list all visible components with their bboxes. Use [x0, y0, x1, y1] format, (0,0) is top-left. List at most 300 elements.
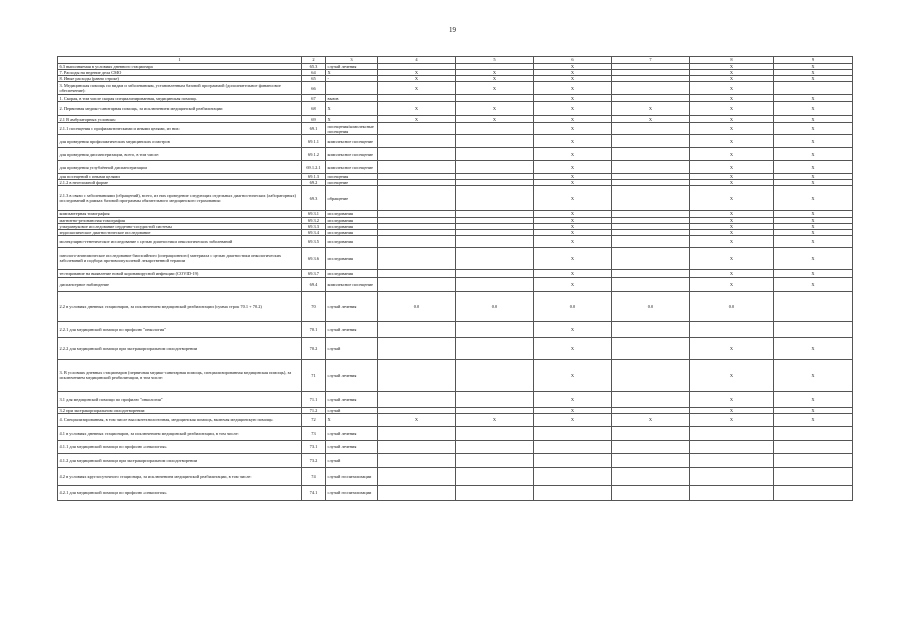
- row-unit-cell: случай: [326, 337, 378, 359]
- row-unit-cell: -: [326, 76, 378, 82]
- row-line-number-cell: 69.1.1: [302, 135, 326, 148]
- table-header-row: [58, 57, 853, 64]
- value-cell-col-9: X: [774, 277, 853, 291]
- value-cell-col-7: X: [690, 135, 774, 148]
- row-name-cell: 4.1 в условиях дневных стационаров, за исключением медицинской реабилитации, в том числе:: [58, 426, 302, 440]
- value-cell-col-6: [612, 235, 690, 247]
- value-cell-col-6: [612, 186, 690, 211]
- value-cell-col-5: X: [534, 186, 612, 211]
- value-cell-col-3: [378, 135, 456, 148]
- row-line-number-cell: 71: [302, 359, 326, 391]
- row-line-number-cell: 71.1: [302, 391, 326, 407]
- value-cell-col-5: X: [534, 174, 612, 180]
- value-cell-col-7: X: [690, 186, 774, 211]
- value-cell-col-7: X: [690, 247, 774, 269]
- column-number-header: 9: [774, 57, 853, 64]
- value-cell-col-3: [378, 359, 456, 391]
- value-cell-col-7: X: [690, 235, 774, 247]
- value-cell-col-7: [690, 485, 774, 500]
- value-cell-col-4: [456, 359, 534, 391]
- row-unit-cell: посещения/комплексные посещения: [326, 123, 378, 135]
- value-cell-col-3: X: [378, 413, 456, 426]
- value-cell-col-5: X: [534, 337, 612, 359]
- column-number-header: 6: [534, 57, 612, 64]
- row-name-cell: 4.1.1 для медицинской помощи по профилю «онкология»: [58, 440, 302, 453]
- row-unit-cell: исследования: [326, 229, 378, 235]
- row-name-cell: 7. Расходы на ведение дела СМО: [58, 70, 302, 76]
- row-name-cell: 8. Иные расходы (равно строке): [58, 76, 302, 82]
- value-cell-col-4: [456, 391, 534, 407]
- row-line-number-cell: 64: [302, 70, 326, 76]
- value-cell-col-6: X: [612, 102, 690, 116]
- value-cell-col-9: X: [774, 95, 853, 102]
- value-cell-col-5: X: [534, 161, 612, 174]
- row-line-number-cell: 69.3.1: [302, 211, 326, 217]
- row-name-cell: 2. Первичная медико-санитарная помощь, за исключением медицинской реабилитации: [58, 102, 302, 116]
- value-cell-col-9: X: [774, 217, 853, 223]
- value-cell-col-3: [378, 235, 456, 247]
- row-unit-cell: исследования: [326, 211, 378, 217]
- row-name-cell: магнитно-резонансная томография: [58, 217, 302, 223]
- row-name-cell: 4.2 в условиях круглосуточного стационара, за исключением медицинской реабилитации, в том числе:: [58, 467, 302, 485]
- row-unit-cell: X: [326, 116, 378, 123]
- table-row: [58, 123, 853, 135]
- value-cell-col-3: X: [378, 116, 456, 123]
- table-row: [58, 485, 853, 500]
- value-cell-col-4: [456, 95, 534, 102]
- row-line-number-cell: 73.2: [302, 453, 326, 467]
- value-cell-col-4: [456, 235, 534, 247]
- row-line-number-cell: 69.4: [302, 277, 326, 291]
- row-line-number-cell: 69.1.3: [302, 174, 326, 180]
- value-cell-col-3: [378, 186, 456, 211]
- value-cell-col-7: X: [690, 223, 774, 229]
- value-cell-col-6: [612, 135, 690, 148]
- row-line-number-cell: 69.3.7: [302, 269, 326, 277]
- value-cell-col-4: X: [456, 70, 534, 76]
- value-cell-col-3: X: [378, 102, 456, 116]
- value-cell-col-6: [612, 148, 690, 161]
- value-cell-col-5: X: [534, 116, 612, 123]
- value-cell-col-5: X: [534, 70, 612, 76]
- row-unit-cell: случай лечения: [326, 440, 378, 453]
- row-unit-cell: случай лечения: [326, 291, 378, 321]
- row-name-cell: эндоскопическое диагностическое исследование: [58, 229, 302, 235]
- row-unit-cell: исследования: [326, 217, 378, 223]
- value-cell-col-9: X: [774, 391, 853, 407]
- row-line-number-cell: 70.2: [302, 337, 326, 359]
- row-unit-cell: комплексное посещение: [326, 135, 378, 148]
- column-number-header: 7: [612, 57, 690, 64]
- value-cell-col-3: [378, 467, 456, 485]
- value-cell-col-5: X: [534, 321, 612, 337]
- row-line-number-cell: 69.3.4: [302, 229, 326, 235]
- value-cell-col-9: [774, 467, 853, 485]
- value-cell-col-4: X: [456, 413, 534, 426]
- row-name-cell: 3. Медицинская помощь по видам и заболеваниям, установленным базовой программой (дополнительное финансовое обеспечение):: [58, 82, 302, 95]
- value-cell-col-5: 0.0: [534, 291, 612, 321]
- row-name-cell: патолого-анатомическое исследование биопсийного (операционного) материала с целью диагностики онкологических заболеваний и подбора противоопухолевой лекарственной терапии: [58, 247, 302, 269]
- value-cell-col-9: X: [774, 70, 853, 76]
- row-unit-cell: случай госпитализации: [326, 485, 378, 500]
- row-unit-cell: комплексное посещение: [326, 148, 378, 161]
- value-cell-col-6: [612, 453, 690, 467]
- value-cell-col-5: X: [534, 223, 612, 229]
- value-cell-col-7: [690, 321, 774, 337]
- row-name-cell: тестирование на выявление новой коронавирусной инфекции (COVID-19): [58, 269, 302, 277]
- value-cell-col-9: X: [774, 235, 853, 247]
- value-cell-col-4: [456, 426, 534, 440]
- row-unit-cell: комплексное посещение: [326, 277, 378, 291]
- row-line-number-cell: 69.2: [302, 180, 326, 186]
- row-line-number-cell: 69.3: [302, 186, 326, 211]
- value-cell-col-5: X: [534, 407, 612, 413]
- table-row: [58, 291, 853, 321]
- value-cell-col-9: X: [774, 180, 853, 186]
- row-line-number-cell: 73: [302, 426, 326, 440]
- row-name-cell: 3.2 при экстракорпоральном оплодотворении:: [58, 407, 302, 413]
- table-row: [58, 148, 853, 161]
- value-cell-col-9: [774, 453, 853, 467]
- table-row: [58, 277, 853, 291]
- column-number-header: 4: [378, 57, 456, 64]
- value-cell-col-6: [612, 391, 690, 407]
- value-cell-col-5: X: [534, 217, 612, 223]
- table-row: [58, 337, 853, 359]
- row-line-number-cell: 67: [302, 95, 326, 102]
- value-cell-col-9: X: [774, 229, 853, 235]
- value-cell-col-9: X: [774, 223, 853, 229]
- value-cell-col-9: [774, 440, 853, 453]
- row-name-cell: 2.1.2 в неотложной форме: [58, 180, 302, 186]
- value-cell-col-9: X: [774, 413, 853, 426]
- value-cell-col-6: [612, 467, 690, 485]
- row-unit-cell: случай лечения: [326, 426, 378, 440]
- value-cell-col-7: [690, 453, 774, 467]
- value-cell-col-5: X: [534, 148, 612, 161]
- value-cell-col-4: X: [456, 76, 534, 82]
- table-row: [58, 247, 853, 269]
- value-cell-col-4: [456, 453, 534, 467]
- value-cell-col-3: [378, 277, 456, 291]
- row-unit-cell: случай лечения: [326, 391, 378, 407]
- row-line-number-cell: 68: [302, 102, 326, 116]
- value-cell-col-6: [612, 337, 690, 359]
- value-cell-col-5: X: [534, 413, 612, 426]
- value-cell-col-9: [774, 82, 853, 95]
- row-unit-cell: X: [326, 102, 378, 116]
- value-cell-col-7: X: [690, 211, 774, 217]
- table-row: [58, 116, 853, 123]
- value-cell-col-7: X: [690, 229, 774, 235]
- value-cell-col-7: X: [690, 407, 774, 413]
- row-name-cell: 2.2.1 для медицинской помощи по профилю "онкология": [58, 321, 302, 337]
- value-cell-col-4: [456, 440, 534, 453]
- value-cell-col-7: X: [690, 102, 774, 116]
- value-cell-col-4: [456, 485, 534, 500]
- value-cell-col-5: X: [534, 359, 612, 391]
- row-name-cell: для проведения профилактических медицинских осмотров: [58, 135, 302, 148]
- value-cell-col-5: X: [534, 123, 612, 135]
- value-cell-col-5: X: [534, 235, 612, 247]
- value-cell-col-3: [378, 426, 456, 440]
- row-line-number-cell: 69.3.2: [302, 217, 326, 223]
- value-cell-col-3: [378, 485, 456, 500]
- row-line-number-cell: 69.3.3: [302, 223, 326, 229]
- row-unit-cell: случай лечения: [326, 321, 378, 337]
- value-cell-col-9: X: [774, 359, 853, 391]
- row-unit-cell: случай лечения: [326, 64, 378, 70]
- value-cell-col-6: [612, 485, 690, 500]
- value-cell-col-9: X: [774, 148, 853, 161]
- table-row: [58, 235, 853, 247]
- value-cell-col-9: X: [774, 269, 853, 277]
- value-cell-col-7: X: [690, 116, 774, 123]
- value-cell-col-7: X: [690, 161, 774, 174]
- value-cell-col-6: [612, 269, 690, 277]
- value-cell-col-3: [378, 148, 456, 161]
- row-unit-cell: X: [326, 70, 378, 76]
- table-row: [58, 467, 853, 485]
- page-number: 19: [449, 26, 456, 34]
- row-name-cell: 2.1 В амбулаторных условиях:: [58, 116, 302, 123]
- value-cell-col-7: [690, 440, 774, 453]
- value-cell-col-4: [456, 186, 534, 211]
- row-line-number-cell: 69: [302, 116, 326, 123]
- value-cell-col-4: [456, 148, 534, 161]
- value-cell-col-3: [378, 440, 456, 453]
- table-row: [58, 186, 853, 211]
- value-cell-col-6: [612, 426, 690, 440]
- value-cell-col-9: X: [774, 102, 853, 116]
- row-unit-cell: [326, 82, 378, 95]
- row-line-number-cell: 69.1.2.1: [302, 161, 326, 174]
- row-name-cell: 2.1.3 в связи с заболеваниями (обращений), всего, из них проведение следующих отдельных диагностических (лабораторных) исследований в рамках базовой программы обязательного медицинского страхования:: [58, 186, 302, 211]
- value-cell-col-3: [378, 123, 456, 135]
- row-line-number-cell: 73.1: [302, 440, 326, 453]
- row-name-cell: 4. Специализированная, в том числе высокотехнологичная, медицинская помощь, включая медицинскую помощь:: [58, 413, 302, 426]
- row-line-number-cell: 66: [302, 82, 326, 95]
- value-cell-col-9: [774, 485, 853, 500]
- value-cell-col-9: [774, 321, 853, 337]
- value-cell-col-5: X: [534, 277, 612, 291]
- value-cell-col-6: [612, 95, 690, 102]
- value-cell-col-7: 0.0: [690, 291, 774, 321]
- value-cell-col-6: [612, 161, 690, 174]
- value-cell-col-9: X: [774, 123, 853, 135]
- value-cell-col-9: X: [774, 337, 853, 359]
- value-cell-col-4: [456, 123, 534, 135]
- row-name-cell: 2.1.1 посещения с профилактическими и иными целями, из них:: [58, 123, 302, 135]
- value-cell-col-7: X: [690, 337, 774, 359]
- value-cell-col-4: [456, 161, 534, 174]
- value-cell-col-3: [378, 247, 456, 269]
- row-unit-cell: комплексное посещение: [326, 161, 378, 174]
- financial-table: [57, 56, 853, 501]
- value-cell-col-5: X: [534, 135, 612, 148]
- row-name-cell: 1. Скорая, в том числе скорая специализированная, медицинская помощь: [58, 95, 302, 102]
- row-unit-cell: исследования: [326, 269, 378, 277]
- value-cell-col-9: X: [774, 186, 853, 211]
- row-line-number-cell: 65: [302, 76, 326, 82]
- row-unit-cell: исследования: [326, 247, 378, 269]
- row-name-cell: для посещений с иными целями: [58, 174, 302, 180]
- value-cell-col-5: [534, 440, 612, 453]
- table-row: [58, 453, 853, 467]
- value-cell-col-7: X: [690, 64, 774, 70]
- value-cell-col-6: [612, 123, 690, 135]
- table-row: [58, 440, 853, 453]
- value-cell-col-4: [456, 467, 534, 485]
- value-cell-col-4: [456, 277, 534, 291]
- value-cell-col-5: X: [534, 76, 612, 82]
- row-name-cell: компьютерная томография: [58, 211, 302, 217]
- row-unit-cell: посещение: [326, 180, 378, 186]
- value-cell-col-5: X: [534, 180, 612, 186]
- value-cell-col-5: X: [534, 64, 612, 70]
- column-number-header: 8: [690, 57, 774, 64]
- value-cell-col-9: X: [774, 64, 853, 70]
- table-row: [58, 135, 853, 148]
- value-cell-col-7: X: [690, 391, 774, 407]
- value-cell-col-9: X: [774, 135, 853, 148]
- value-cell-col-4: X: [456, 102, 534, 116]
- value-cell-col-3: [378, 337, 456, 359]
- value-cell-col-3: X: [378, 82, 456, 95]
- value-cell-col-5: X: [534, 102, 612, 116]
- row-unit-cell: обращение: [326, 186, 378, 211]
- row-name-cell: 2.2 в условиях дневных стационаров, за исключением медицинской реабилитации (сумма строк 70.1 + 70.2): [58, 291, 302, 321]
- value-cell-col-3: [378, 321, 456, 337]
- value-cell-col-9: X: [774, 174, 853, 180]
- column-number-header: 2: [302, 57, 326, 64]
- value-cell-col-5: X: [534, 211, 612, 217]
- value-cell-col-3: [378, 453, 456, 467]
- value-cell-col-5: X: [534, 82, 612, 95]
- value-cell-col-5: X: [534, 95, 612, 102]
- row-unit-cell: X: [326, 413, 378, 426]
- value-cell-col-5: [534, 485, 612, 500]
- value-cell-col-3: X: [378, 70, 456, 76]
- value-cell-col-7: X: [690, 70, 774, 76]
- value-cell-col-6: [612, 359, 690, 391]
- table-row: [58, 102, 853, 116]
- value-cell-col-4: X: [456, 116, 534, 123]
- value-cell-col-7: X: [690, 76, 774, 82]
- value-cell-col-6: [612, 82, 690, 95]
- table-row: [58, 269, 853, 277]
- value-cell-col-7: X: [690, 148, 774, 161]
- table-row: [58, 321, 853, 337]
- row-unit-cell: случай лечения: [326, 359, 378, 391]
- value-cell-col-5: X: [534, 229, 612, 235]
- row-line-number-cell: 70: [302, 291, 326, 321]
- value-cell-col-9: X: [774, 407, 853, 413]
- value-cell-col-4: X: [456, 82, 534, 95]
- value-cell-col-9: X: [774, 76, 853, 82]
- row-line-number-cell: 70.1: [302, 321, 326, 337]
- value-cell-col-4: [456, 135, 534, 148]
- row-name-cell: 6.3 выполняемая в условиях дневного стационара: [58, 64, 302, 70]
- value-cell-col-6: X: [612, 116, 690, 123]
- value-cell-col-7: X: [690, 82, 774, 95]
- row-name-cell: для проведения углублённой диспансеризации: [58, 161, 302, 174]
- row-name-cell: 3. В условиях дневных стационаров (первичная медико-санитарная помощь, специализированная медицинская помощь), за исключением медицинской реабилитации, в том числе:: [58, 359, 302, 391]
- value-cell-col-4: 0.0: [456, 291, 534, 321]
- value-cell-col-6: X: [612, 413, 690, 426]
- value-cell-col-5: [534, 426, 612, 440]
- value-cell-col-9: [774, 291, 853, 321]
- value-cell-col-7: [690, 467, 774, 485]
- row-name-cell: для проведения диспансеризации, всего, в том числе:: [58, 148, 302, 161]
- value-cell-col-7: X: [690, 174, 774, 180]
- row-name-cell: ультразвуковое исследование сердечно-сосудистой системы: [58, 223, 302, 229]
- value-cell-col-6: [612, 277, 690, 291]
- row-line-number-cell: 71.2: [302, 407, 326, 413]
- table-row: [58, 391, 853, 407]
- row-line-number-cell: 74: [302, 467, 326, 485]
- value-cell-col-7: X: [690, 269, 774, 277]
- value-cell-col-3: X: [378, 76, 456, 82]
- row-name-cell: 3.1 для медицинской помощи по профилю "онкология": [58, 391, 302, 407]
- row-line-number-cell: 74.1: [302, 485, 326, 500]
- table-row: [58, 359, 853, 391]
- column-number-header: 5: [456, 57, 534, 64]
- value-cell-col-6: [612, 321, 690, 337]
- value-cell-col-3: [378, 391, 456, 407]
- row-line-number-cell: 69.3.5: [302, 235, 326, 247]
- value-cell-col-3: 0.0: [378, 291, 456, 321]
- row-line-number-cell: 72: [302, 413, 326, 426]
- value-cell-col-5: [534, 453, 612, 467]
- row-unit-cell: посещения: [326, 174, 378, 180]
- value-cell-col-5: X: [534, 391, 612, 407]
- value-cell-col-6: [612, 440, 690, 453]
- table-row: [58, 161, 853, 174]
- value-cell-col-4: [456, 321, 534, 337]
- row-unit-cell: исследования: [326, 223, 378, 229]
- value-cell-col-3: [378, 269, 456, 277]
- value-cell-col-7: X: [690, 359, 774, 391]
- value-cell-col-7: X: [690, 123, 774, 135]
- value-cell-col-9: X: [774, 161, 853, 174]
- row-line-number-cell: 69.1: [302, 123, 326, 135]
- row-line-number-cell: 69.3.6: [302, 247, 326, 269]
- row-unit-cell: случай госпитализации: [326, 467, 378, 485]
- value-cell-col-9: [774, 426, 853, 440]
- table-row: [58, 413, 853, 426]
- row-line-number-cell: 69.1.2: [302, 148, 326, 161]
- value-cell-col-9: X: [774, 247, 853, 269]
- table-row: [58, 95, 853, 102]
- row-unit-cell: случай: [326, 453, 378, 467]
- row-name-cell: диспансерное наблюдение: [58, 277, 302, 291]
- row-line-number-cell: 65.3: [302, 64, 326, 70]
- value-cell-col-4: [456, 269, 534, 277]
- row-name-cell: 4.2.1 для медицинской помощи по профилю «онкология»: [58, 485, 302, 500]
- column-number-header: 1: [58, 57, 302, 64]
- value-cell-col-9: X: [774, 116, 853, 123]
- value-cell-col-7: X: [690, 413, 774, 426]
- value-cell-col-7: X: [690, 277, 774, 291]
- row-unit-cell: вызов: [326, 95, 378, 102]
- value-cell-col-3: [378, 95, 456, 102]
- table-row: [58, 82, 853, 95]
- row-name-cell: 2.2.2 для медицинской помощи при экстракорпоральном оплодотворении: [58, 337, 302, 359]
- value-cell-col-4: [456, 247, 534, 269]
- value-cell-col-7: X: [690, 180, 774, 186]
- value-cell-col-5: X: [534, 269, 612, 277]
